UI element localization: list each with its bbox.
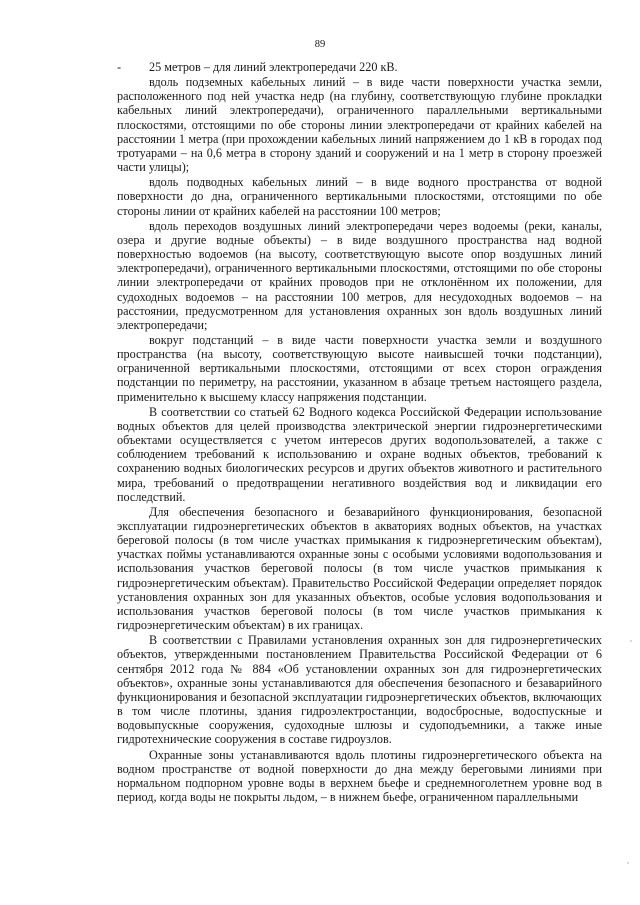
scan-speck [627,862,629,864]
body-text [117,60,602,805]
paragraph: В соответствии со статьей 62 Водного кодекса Российской Федерации использование водных объектов для целей производства электрической энергии гидроэнергетическими объектами осуществляется с учетом интересов других водопользователей, а также с соблюдением требований к использованию и охране водных объектов, требований к сохранению водных биологических ресурсов и других объектов животного и растительного мира, требований о предотвращении негативного воздействия вод и ликвидации его последствий. [117,404,602,504]
dash-marker: - [117,60,122,74]
scan-speck [630,640,632,642]
paragraph: Для обеспечения безопасного и безаварийного функционирования, безопасной эксплуатации гидроэнергетических объектов в акваториях водных объектов, на участках береговой полосы (в том числе участках примыкания к гидроэнергетическим объектам), участках поймы устанавливаются охранные зоны с особыми условиями водопользования и использования участков береговой полосы (в том числе участков примыкания к гидроэнергетическим объектам). Правительство Российской Федерации определяет порядок установления охранных зон для указанных объектов, особые условия водопользования и использования участков береговой полосы (в том числе участков примыкания к гидроэнергетическим объектам) в их границах. [117,504,602,633]
paragraph: вокруг подстанций – в виде части поверхности участка земли и воздушного пространства (на высоту, соответствующую высоте наивысшей точки подстанции), ограниченной вертикальными плоскостями, отстоящими от всех сторон ограждения подстанции по периметру, на расстоянии, указанном в абзаце третьем настоящего раздела, применительно к высшему классу напряжения подстанции. [117,332,602,404]
page-number: 89 [314,39,326,50]
paragraph: вдоль подводных кабельных линий – в виде водного пространства от водной поверхности до дна, ограниченного вертикальными плоскостями, отстоящими по обе стороны линии от крайних кабелей на расстоянии 100 метров; [117,175,602,218]
paragraph: В соответствии с Правилами установления охранных зон для гидроэнергетических объектов, утвержденными постановлением Правительства Российской Федерации от 6 сентября 2012 года № 884 «Об установлении охранных зон для гидроэнергетических объектов», охранные зоны устанавливаются для обеспечения безопасного и безаварийного функционирования и безопасной эксплуатации гидроэнергетических объектов, включающих в том числе плотины, здания гидроэлектростанции, водосбросные, водоспускные и водовыпускные сооружения, судоходные шлюзы и судоподъемники, а также иные гидротехнические сооружения в составе гидроузлов. [117,633,602,747]
paragraph: вдоль переходов воздушных линий электропередачи через водоемы (реки, каналы, озера и другие водные объекты) – в виде воздушного пространства над водной поверхностью водоемов (на высоту, соответствующую высоте опор воздушных линий электропередачи), ограниченного вертикальными плоскостями, отстоящими по обе стороны линии электропередачи от крайних проводов при не отклонённом их положении, для судоходных водоемов – на расстоянии 100 метров, для несудоходных водоемов – на расстоянии, предусмотренном для установления охранных зон вдоль воздушных линий электропередачи; [117,218,602,332]
dash-item-text: 25 метров – для линий электропередачи 220 кВ. [149,60,398,74]
paragraph: вдоль подземных кабельных линий – в виде части поверхности участка земли, расположенного под ней участка недр (на глубину, соответствующую глубине прокладки кабельных линий электропередачи), ограниченного параллельными вертикальными плоскостями, отстоящими по обе стороны линии электропередачи от крайних кабелей на расстоянии 1 метра (при прохождении кабельных линий напряжением до 1 кВ в городах под тротуарами – на 0,6 метра в сторону зданий и сооружений и на 1 метр в сторону проезжей части улицы); [117,75,602,175]
dash-item [117,60,602,74]
paragraph: Охранные зоны устанавливаются вдоль плотины гидроэнергетического объекта на водном пространстве от водной поверхности до дна между береговыми линиями при нормальном подпорном уровне воды в верхнем бьефе и среднемноголетнем уровне вод в период, когда воды не покрыты льдом, – в нижнем бьефе, ограниченном параллельными [117,747,602,804]
